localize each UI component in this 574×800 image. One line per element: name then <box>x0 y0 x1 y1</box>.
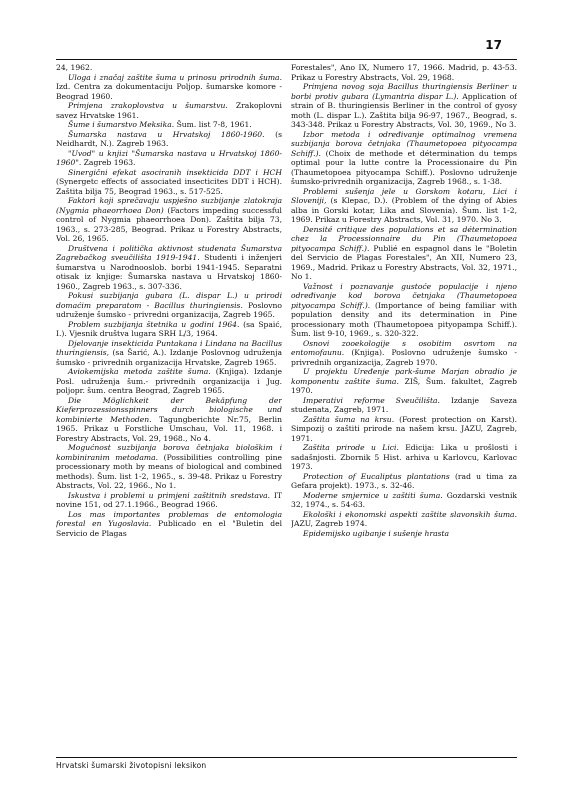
entry-reference: Studenti i inženjeri šumarstva u Narodnooslob. borbi 1941-1945. Separatni otisak iz knjige: Šumarska nastava u Hrvatskoj 1860-1960., Zagreb 1963., s. 307-336. <box>56 253 282 291</box>
entry-title: Zaštita prirode u Lici. <box>303 443 399 452</box>
entry-reference: Šum. list 7-8, 1961. <box>174 120 252 129</box>
bibliography-columns <box>56 63 517 755</box>
entry-reference: (sa Spaić, I.). Vjesnik društva lugara SRH L/3, 1964. <box>56 319 282 338</box>
entry-title: Uloga i značaj zaštite šuma u prinosu prirodnih šuma. <box>68 72 282 82</box>
bibliography-entry <box>291 510 517 529</box>
bibliography-entry <box>291 130 517 187</box>
bottom-rule <box>56 757 517 758</box>
entry-reference: (Knjiga). Poslovno udruženje šumsko - privrednih organizacija, Zagreb 1970. <box>291 348 517 367</box>
entry-reference: Izd. Centra za dokumentaciju Poljop. šumarske komore - Beograd 1960. <box>56 82 282 101</box>
entry-title: Mogućnost suzbijanja borova četnjaka biološkim i kombiniranim metodama. <box>56 443 282 462</box>
footer-title: Hrvatski šumarski životopisni leksikon <box>56 761 207 770</box>
entry-title: Epidemijsko ugibanje i sušenje hrasta <box>303 528 450 538</box>
bibliography-entry <box>291 415 517 444</box>
bibliography-entry <box>291 529 517 539</box>
entry-title: Protection of Eucaliptus plantations <box>303 471 450 481</box>
bibliography-entry <box>56 396 282 444</box>
entry-reference: (Importance of being familiar with population density and its determination in Pine processionary moth (Thaumetopoea pityopampa Schiff.). Šum. list 9-10, 1969., s. 320-322. <box>291 300 517 338</box>
bibliography-entry <box>56 339 282 368</box>
entry-reference: (Choix de methode et détermination du temps optimal pour la lutte contre la Processionaire du Pin (Thaumetopoea pityocampa Schiff.). Poslovno udruženje šumsko-privrednih organizacija, Zagreb 1968., s. 1-38. <box>291 148 517 186</box>
entry-title: Osnovi zooekologije s osobitim osvrtom na entomofaunu. <box>291 338 517 357</box>
bibliography-entry <box>56 291 282 320</box>
entry-reference: Gozdarski vestnik 32, 1974., s. 54-63. <box>291 490 517 509</box>
bibliography-entry <box>56 491 282 510</box>
bibliography-entry <box>291 367 517 396</box>
entry-title: Densité critique des populations et sa détermination chez la Processionnaire du Pin (Thaumetopoea pityocampa Schiff.). <box>291 224 517 253</box>
bibliography-entry <box>56 149 282 168</box>
entry-reference: JAZU, Zagreb 1974. <box>291 519 368 528</box>
entry-title: Izbor metoda i određivanje optimalnog vremena suzbijanja borova četnjaka (Thaumetopoea pityocampa Schiff.). <box>291 129 517 158</box>
bibliography-entry <box>291 472 517 491</box>
entry-reference: (Forest protection on Karst). Simpozij o zaštiti prirode na našem krsu. JAZU, Zagreb, 1971. <box>291 414 517 443</box>
top-rule <box>56 59 517 60</box>
entry-reference: Poslovno udruženje šumsko - privredni organizacija, Zagreb 1965. <box>56 300 282 319</box>
entry-reference: Zrakoplovni savez Hrvatske 1961. <box>56 101 282 120</box>
entry-title: Pokusi suzbijanja gubara (L. dispar L.) u prirodi domaćim preparatom - Bacillus thuringiensis. <box>56 291 282 310</box>
entry-title: Los mas importantes problemas de entomologia forestal en Yugoslavia. <box>56 509 282 528</box>
entry-title: Aviokemijska metoda zaštite šuma. <box>68 367 211 376</box>
entry-title: Šume i šumarstvo Meksika. <box>68 120 175 129</box>
bibliography-entry <box>291 491 517 510</box>
entry-reference: 24, 1962. <box>56 63 93 72</box>
bibliography-entry <box>291 63 517 82</box>
entry-reference: Publié en espagnol dans le "Boletin del Servicio de Plagas Forestales", An XII, Numero 23, 1969., Madrid. Prikaz u Forestry Abstracts, Vol. 32, 1971., No 1. <box>291 243 517 281</box>
entry-reference: IT novine 151, od 27.1.1966., Beograd 1966. <box>56 490 282 509</box>
bibliography-entry <box>56 120 282 130</box>
entry-reference: Izdanje Saveza studenata, Zagreb, 1971. <box>291 395 517 414</box>
entry-title: Faktori koji sprečavaju uspješno suzbijanje zlatokraja (Nygmia phaeorrhoea Don) <box>56 196 282 215</box>
entry-reference: (Possibilities controlling pine processionary moth by means of biological and combined methods). Šum. list 1-2, 1965., s. 39-48. Prikaz u Forestry Abstracts, Vol. 22, 1966., No 1. <box>56 452 282 490</box>
entry-reference: (Factors impeding successful control of Nygmia phaeorrhoea Don). Zaštita bilja 73, 1963., s. 273-285, Beograd. Prikaz u Forestry Abstracts, Vol. 26, 1965. <box>56 205 282 243</box>
entry-title: Problem suzbijanja štetnika u godini 1964. <box>68 319 240 329</box>
entry-reference: Forestales", Ano IX, Numero 17, 1966. Madrid, p. 43-53. Prikaz u Forestry Abstracts, Vol. 29, 1968. <box>291 63 517 82</box>
entry-reference: Zagreb 1963. <box>81 158 136 167</box>
bibliography-entry <box>291 396 517 415</box>
entry-title: Zaštita šuma na krsu. <box>303 414 395 424</box>
entry-title: Šumarska nastava u Hrvatskoj 1860-1960. <box>68 129 265 139</box>
bibliography-entry <box>56 443 282 491</box>
entry-title: Die Möglichkeit der Bekäpfung der Kieferprozessionsspinners durch biologische und kombinierte Methoden. <box>56 395 282 424</box>
bibliography-entry <box>56 73 282 102</box>
bibliography-entry <box>56 63 282 73</box>
bibliography-entry <box>56 196 282 244</box>
bibliography-entry <box>291 82 517 130</box>
left-column <box>56 63 282 755</box>
entry-reference: Tagungberichte Nr.75, Berlin 1965. Prikaz u Forstliche Umschau, Vol. 11, 1968. i Forestry Abstracts, Vol. 29, 1968., No 4. <box>56 414 282 443</box>
bibliography-entry <box>56 510 282 539</box>
entry-reference: Publicado en el "Buletin del Servicio de Plagas <box>56 519 282 538</box>
entry-title: Primjena zrakoplovstva u šumarstvu. <box>68 101 228 110</box>
entry-title: Imperativi reforme Sveučilišta. <box>303 395 440 405</box>
entry-title: Društvena i politička aktivnost studenata Šumarstva Zagrebačkog sveučilišta 1919-1941. <box>56 243 282 262</box>
bibliography-entry <box>291 339 517 368</box>
bibliography-entry <box>56 320 282 339</box>
entry-title: "Uvod" u knjizi "Šumarska nastava u Hrvatskoj 1860-1960". <box>56 148 282 167</box>
entry-reference: (Synergetc effects of associated insecticites DDT i HCH). Zaštita bilja 75, Beograd 1963., s. 517-525. <box>56 177 282 196</box>
entry-title: Problemi sušenja jele u Gorskom kotaru, Lici i Sloveniji, <box>291 186 517 205</box>
bibliography-entry <box>56 130 282 149</box>
entry-reference: (sa Šarić, A.). Izdanje Poslovnog udruženja šumsko - privrednih organizacija Hrvatske, Zagreb 1965. <box>56 348 282 367</box>
entry-reference: Application of strain of B. thuringiensis Berliner in the control of gyosy moth (L. dispar L.). Zaštita bilja 96-97, 1967., Beograd, s. 343-348. Prikaz u Forestry Abstracts, Vol. 30, 1969., No 3. <box>291 91 517 129</box>
entry-title: U projektu Uređenje park-šume Marjan obradio je komponentu zaštite šuma. <box>291 367 517 386</box>
entry-reference: Edicija: Lika u prošlosti i sadašnjosti. Zbornik 5 Hist. arhiva u Karlovcu, Karlovac 1973. <box>291 443 517 471</box>
bibliography-entry <box>291 282 517 339</box>
bibliography-entry <box>291 443 517 472</box>
entry-reference: (Knjiga). Izdanje Posl. udruženja šum.- privrednih organizacija i Jug. poljopr. šum. centra Beograd, Zagreb 1965. <box>56 367 282 395</box>
entry-reference: (s Klepac, D.). (Problem of the dying of Abies alba in Gorski kotar, Lika and Slovenia). Šum. list 1-2, 1969. Prikaz u Forestry Abstracts, Vol. 31, 1970. No 3. <box>291 196 517 224</box>
entry-reference: ZIŠ, Šum. fakultet, Zagreb 1970. <box>291 376 517 395</box>
bibliography-entry <box>56 101 282 120</box>
entry-title: Važnost i poznavanje gustoće populacije i njeno određivanje kod borova četnjaka (Thaumetopoea pityocampa Schiff.). <box>291 281 517 310</box>
entry-title: Moderne smjernice u zaštiti šuma. <box>303 490 443 500</box>
entry-reference: (s Neidhardt, N.). Zagreb 1963. <box>56 129 282 148</box>
bibliography-entry <box>56 168 282 197</box>
entry-title: Iskustva i problemi u primjeni zaštitnih sredstava. <box>68 490 271 500</box>
bibliography-entry <box>56 244 282 292</box>
bibliography-entry <box>291 187 517 225</box>
entry-title: Ekološki i ekonomski aspekti zaštite slavonskih šuma. <box>303 509 517 519</box>
right-column <box>291 63 517 755</box>
entry-title: Sinergični efekat asociranih insekticida DDT i HCH <box>68 167 282 177</box>
page-number: 17 <box>485 38 502 52</box>
entry-reference: (rad u tima za Gefara projekt). 1973., s. 32-46. <box>291 471 517 490</box>
bibliography-entry <box>291 225 517 282</box>
entry-title: Primjena novog soja Bacillus thuringiensis Berliner u borbi protiv gubara (Lymantria dispar L.). <box>291 82 517 101</box>
entry-title: Djelovanje insekticida Puntakana i Lindana na Bacillus thuringiensis, <box>56 338 282 357</box>
bibliography-entry <box>56 367 282 396</box>
